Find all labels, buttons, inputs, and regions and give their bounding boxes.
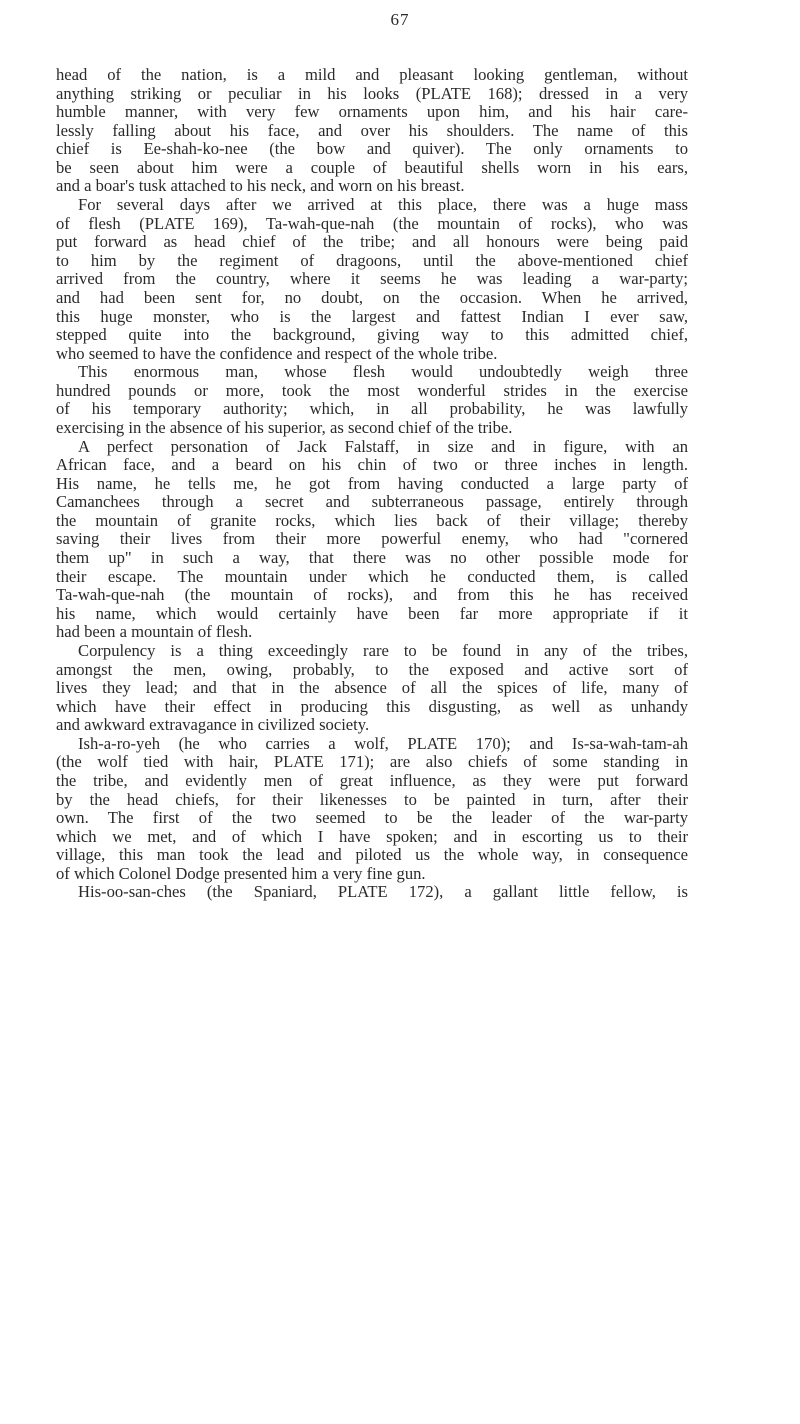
text-line: the tribe, and evidently men of great influence, as they were put forward: [56, 771, 688, 790]
text-line: Ish-a-ro-yeh (he who carries a wolf, PLATE 170); and Is-sa-wah-tam-ah: [78, 734, 688, 753]
text-line: them up" in such a way, that there was no other possible mode for: [56, 549, 688, 568]
text-line: Camanchees through a secret and subterraneous passage, entirely through: [56, 493, 688, 512]
text-line: (the wolf tied with hair, PLATE 171); are also chiefs of some standing in: [56, 753, 688, 772]
text-line: amongst the men, owing, probably, to the exposed and active sort of: [56, 660, 688, 679]
text-line: the mountain of granite rocks, which lies back of their village; thereby: [56, 511, 688, 530]
page-number: 67: [390, 10, 410, 29]
text-line: arrived from the country, where it seems he was leading a war-party;: [56, 270, 688, 289]
text-line: anything striking or peculiar in his looks (PLATE 168); dressed in a very: [56, 84, 688, 103]
text-line: chief is Ee-shah-ko-nee (the bow and quiver). The only ornaments to: [56, 140, 688, 159]
text-line: be seen about him were a couple of beautiful shells worn in his ears,: [56, 158, 688, 177]
text-line: Corpulency is a thing exceedingly rare to be found in any of the tribes,: [78, 641, 688, 660]
text-line: his name, which would certainly have been far more appropriate if it: [56, 604, 688, 623]
text-line: humble manner, with very few ornaments upon him, and his hair care-: [56, 103, 688, 122]
text-line: of flesh (PLATE 169), Ta-wah-que-nah (the mountain of rocks), who was: [56, 214, 688, 233]
text-line: His name, he tells me, he got from having conducted a large party of: [56, 474, 688, 493]
text-line: who seemed to have the confidence and respect of the whole tribe.: [56, 344, 498, 363]
text-line: own. The first of the two seemed to be the leader of the war-party: [56, 809, 688, 828]
text-line: Ta-wah-que-nah (the mountain of rocks), and from this he has received: [56, 586, 688, 605]
text-line: and a boar's tusk attached to his neck, and worn on his breast.: [56, 177, 465, 196]
text-line: lessly falling about his face, and over his shoulders. The name of this: [56, 121, 688, 140]
text-line: stepped quite into the background, giving way to this admitted chief,: [56, 326, 688, 345]
text-line: their escape. The mountain under which he conducted them, is called: [56, 567, 688, 586]
text-line: which have their effect in producing this disgusting, as well as unhandy: [56, 697, 688, 716]
text-line: village, this man took the lead and piloted us the whole way, in consequence: [56, 846, 688, 865]
text-line: had been a mountain of flesh.: [56, 623, 253, 642]
text-line: For several days after we arrived at this place, there was a huge mass: [78, 196, 688, 215]
text-line: to him by the regiment of dragoons, until the above-mentioned chief: [56, 251, 688, 270]
text-line: lives they lead; and that in the absence of all the spices of life, many of: [56, 679, 688, 698]
text-line: of which Colonel Dodge presented him a very fine gun.: [56, 864, 426, 883]
text-line: by the head chiefs, for their likenesses to be painted in turn, after their: [56, 790, 688, 809]
text-line: saving their lives from their more powerful enemy, who had "cornered: [56, 530, 688, 549]
text-line: head of the nation, is a mild and pleasant looking gentleman, without: [56, 66, 688, 84]
text-line: hundred pounds or more, took the most wonderful strides in the exercise: [56, 381, 688, 400]
body-text: [56, 66, 688, 902]
text-line: this huge monster, who is the largest and fattest Indian I ever saw,: [56, 307, 688, 326]
text-line: This enormous man, whose flesh would undoubtedly weigh three: [78, 363, 688, 382]
text-line: His-oo-san-ches (the Spaniard, PLATE 172), a gallant little fellow, is: [78, 883, 688, 902]
text-line: of his temporary authority; which, in all probability, he was lawfully: [56, 400, 688, 419]
text-line: and had been sent for, no doubt, on the occasion. When he arrived,: [56, 288, 688, 307]
text-line: exercising in the absence of his superior, as second chief of the tribe.: [56, 418, 513, 437]
text-line: put forward as head chief of the tribe; and all honours were being paid: [56, 233, 688, 252]
text-line: African face, and a beard on his chin of two or three inches in length.: [56, 456, 688, 475]
text-line: which we met, and of which I have spoken; and in escorting us to their: [56, 827, 688, 846]
text-line: A perfect personation of Jack Falstaff, in size and in figure, with an: [78, 437, 688, 456]
text-line: and awkward extravagance in civilized society.: [56, 716, 370, 735]
